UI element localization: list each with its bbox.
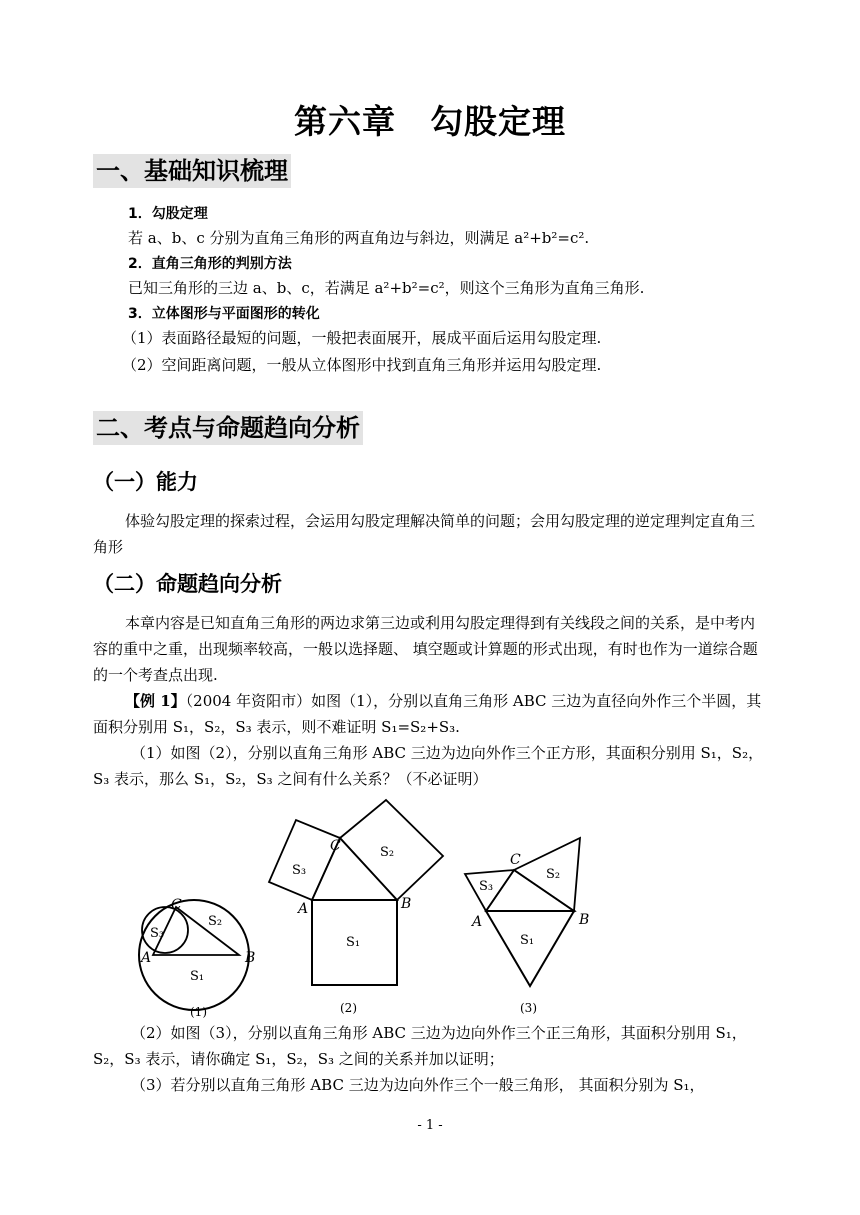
item-3-text-1: （1）表面路径最短的问题，一般把表面展开，展成平面后运用勾股定理. (122, 329, 602, 347)
example-paragraph (93, 688, 769, 740)
subsection-trend: （二）命题趋向分析 (93, 572, 282, 596)
trend-paragraph: 本章内容是已知直角三角形的两边求第三边或利用勾股定理得到有关线段之间的关系，是中考内容的重中之重，出现频率较高，一般以选择题、 填空题或计算题的形式出现，有时也作为一道综合题的一个考查点出现. (93, 614, 758, 684)
fig1-label-b: B (245, 950, 256, 966)
fig1-label-s3: S₃ (150, 926, 165, 941)
question-2: （2）如图（3），分别以直角三角形 ABC 三边为边向外作三个正三角形，其面积分别用 S₁，S₂，S₃ 表示，请你确定 S₁，S₂，S₃ 之间的关系并加以证明； (93, 1024, 747, 1068)
fig1-label-c: C (171, 897, 182, 913)
fig2-caption: (2) (340, 1001, 357, 1015)
item-3-text-2: （2）空间距离问题，一般从立体图形中找到直角三角形并运用勾股定理. (122, 356, 602, 374)
fig2-label-c: C (330, 838, 341, 854)
fig3-label-s1: S₁ (520, 933, 535, 948)
example-tag: 【例 1】 (125, 692, 186, 710)
fig3-caption: (3) (520, 1001, 537, 1015)
fig2-label-s3: S₃ (292, 863, 307, 878)
fig1-label-s2: S₂ (208, 914, 223, 929)
item-2-label: 2．直角三角形的判别方法 (128, 256, 292, 272)
fig2-label-s2: S₂ (380, 845, 395, 860)
fig3-label-b: B (579, 912, 590, 928)
item-1-text: 若 a、b、c 分别为直角三角形的两直角边与斜边，则满足 a²+b²=c². (128, 229, 590, 247)
subsection-ability: （一）能力 (93, 470, 198, 494)
section-heading-2: 二、考点与命题趋向分析 (93, 411, 363, 445)
item-3-label: 3．立体图形与平面图形的转化 (128, 306, 320, 322)
fig2-label-s1: S₁ (346, 935, 361, 950)
fig3-label-a: A (472, 914, 483, 930)
example-text: （2004 年资阳市）如图（1），分别以直角三角形 ABC 三边为直径向外作三个半圆，其面积分别用 S₁，S₂，S₃ 表示，则不难证明 S₁=S₂+S₃. (93, 692, 762, 736)
item-1-label: 1．勾股定理 (128, 206, 208, 222)
fig1-caption: (1) (190, 1005, 207, 1019)
fig3-label-s3: S₃ (479, 879, 494, 894)
question-3: （3）若分别以直角三角形 ABC 三边为边向外作三个一般三角形， 其面积分别为 S₁， (131, 1076, 705, 1094)
fig3-label-c: C (510, 852, 521, 868)
figure-2-squares (262, 798, 452, 1022)
page-number: - 1 - (417, 1118, 443, 1133)
ability-paragraph: 体验勾股定理的探索过程，会运用勾股定理解决简单的问题；会用勾股定理的逆定理判定直角三角形 (93, 512, 756, 556)
figure-3-triangles (458, 836, 608, 1022)
fig2-label-a: A (298, 901, 309, 917)
figure-1-semicircles (128, 892, 268, 1022)
chapter-title: 第六章 勾股定理 (294, 102, 566, 141)
question-1: （1）如图（2），分别以直角三角形 ABC 三边为边向外作三个正方形，其面积分别用 S₁，S₂，S₃ 表示，那么 S₁，S₂，S₃ 之间有什么关系？（不必证明） (93, 744, 764, 788)
section-heading-1: 一、基础知识梳理 (93, 154, 291, 188)
item-2-text: 已知三角形的三边 a、b、c，若满足 a²+b²=c²，则这个三角形为直角三角形. (128, 279, 645, 297)
fig1-label-a: A (141, 950, 152, 966)
fig1-label-s1: S₁ (190, 969, 205, 984)
fig2-label-b: B (401, 896, 412, 912)
fig3-label-s2: S₂ (546, 867, 561, 882)
